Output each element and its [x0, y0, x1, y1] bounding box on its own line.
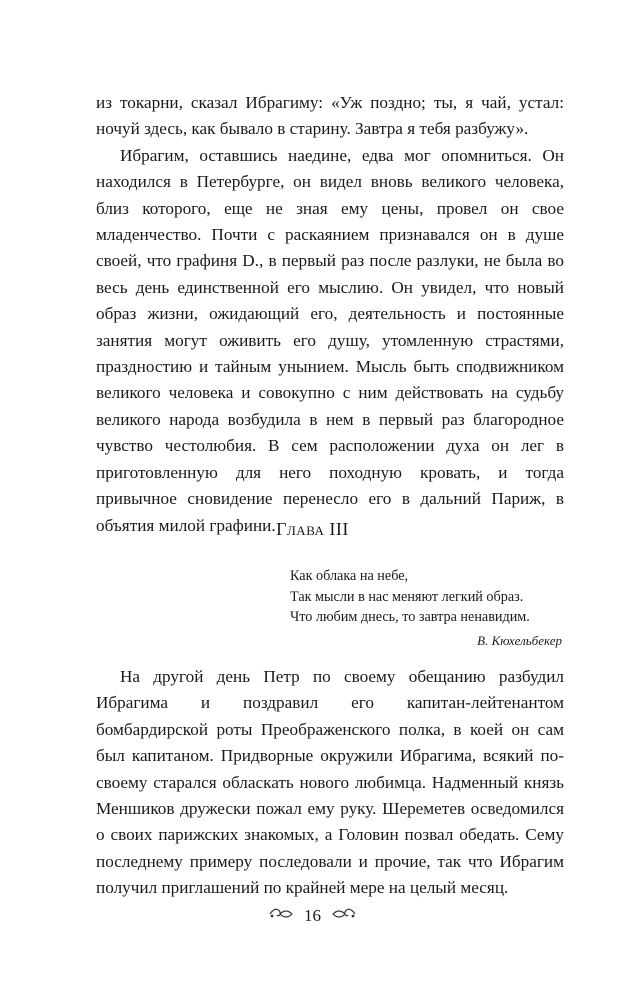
page-number: 16	[304, 906, 321, 925]
epigraph-line: Так мысли в нас меняют легкий образ.	[290, 588, 524, 605]
text-block-top	[96, 90, 564, 539]
ornament-left-icon	[268, 907, 294, 926]
ornament-right-icon	[331, 907, 357, 926]
epigraph-line: Что любим днесь, то завтра ненавидим.	[290, 609, 530, 625]
chapter-title: Глава III	[276, 519, 349, 539]
text-block-bottom	[96, 664, 564, 902]
epigraph-author: В. Кюхельбекер	[477, 632, 562, 648]
page-footer	[0, 906, 625, 926]
paragraph: На другой день Петр по своему обещанию разбудил Ибрагима и поздравил его капитан-лейтенантом бомбардирской роты Преображенского полка, в коей он сам был капитаном. Придворные окружили Ибрагима, всякий по-своему старался обласкать нового любимца. Надменный князь Меншиков дружески пожал ему руку. Шереметев осведомился о своих парижских знакомых, а Головин позвал обедать. Сему последнему примеру последовали и прочие, так что Ибрагим получил приглашений по крайней мере на целый месяц.	[96, 667, 564, 898]
epigraph	[290, 566, 562, 651]
epigraph-line: Как облака на небе,	[290, 568, 409, 584]
paragraph: из токарни, сказал Ибрагиму: «Уж поздно; ты, я чай, устал: ночуй здесь, как бывало в старину. Завтра я тебя разбужу».	[96, 93, 564, 139]
paragraph: Ибрагим, оставшись наедине, едва мог опомниться. Он находился в Петербурге, он видел вновь великого человека, близ которого, еще не зная ему цены, провел он свое младенчество. Почти с раскаянием признавался он в душе своей, что графиня D., в первый раз после разлуки, не была во весь день единственной его мыслию. Он увидел, что новый образ жизни, ожидающий его, деятельность и постоянные занятия могут оживить его душу, утомленную страстями, праздностию и тайным унынием. Мысль быть сподвижником великого человека и совокупно с ним действовать на судьбу великого народа возбудила в нем в первый раз благородное чувство честолюбия. В сем расположении духа он лег в приготовленную для него походную кровать, и тогда привычное сновидение перенесло его в дальний Париж, в объятия милой графини.	[96, 145, 564, 535]
